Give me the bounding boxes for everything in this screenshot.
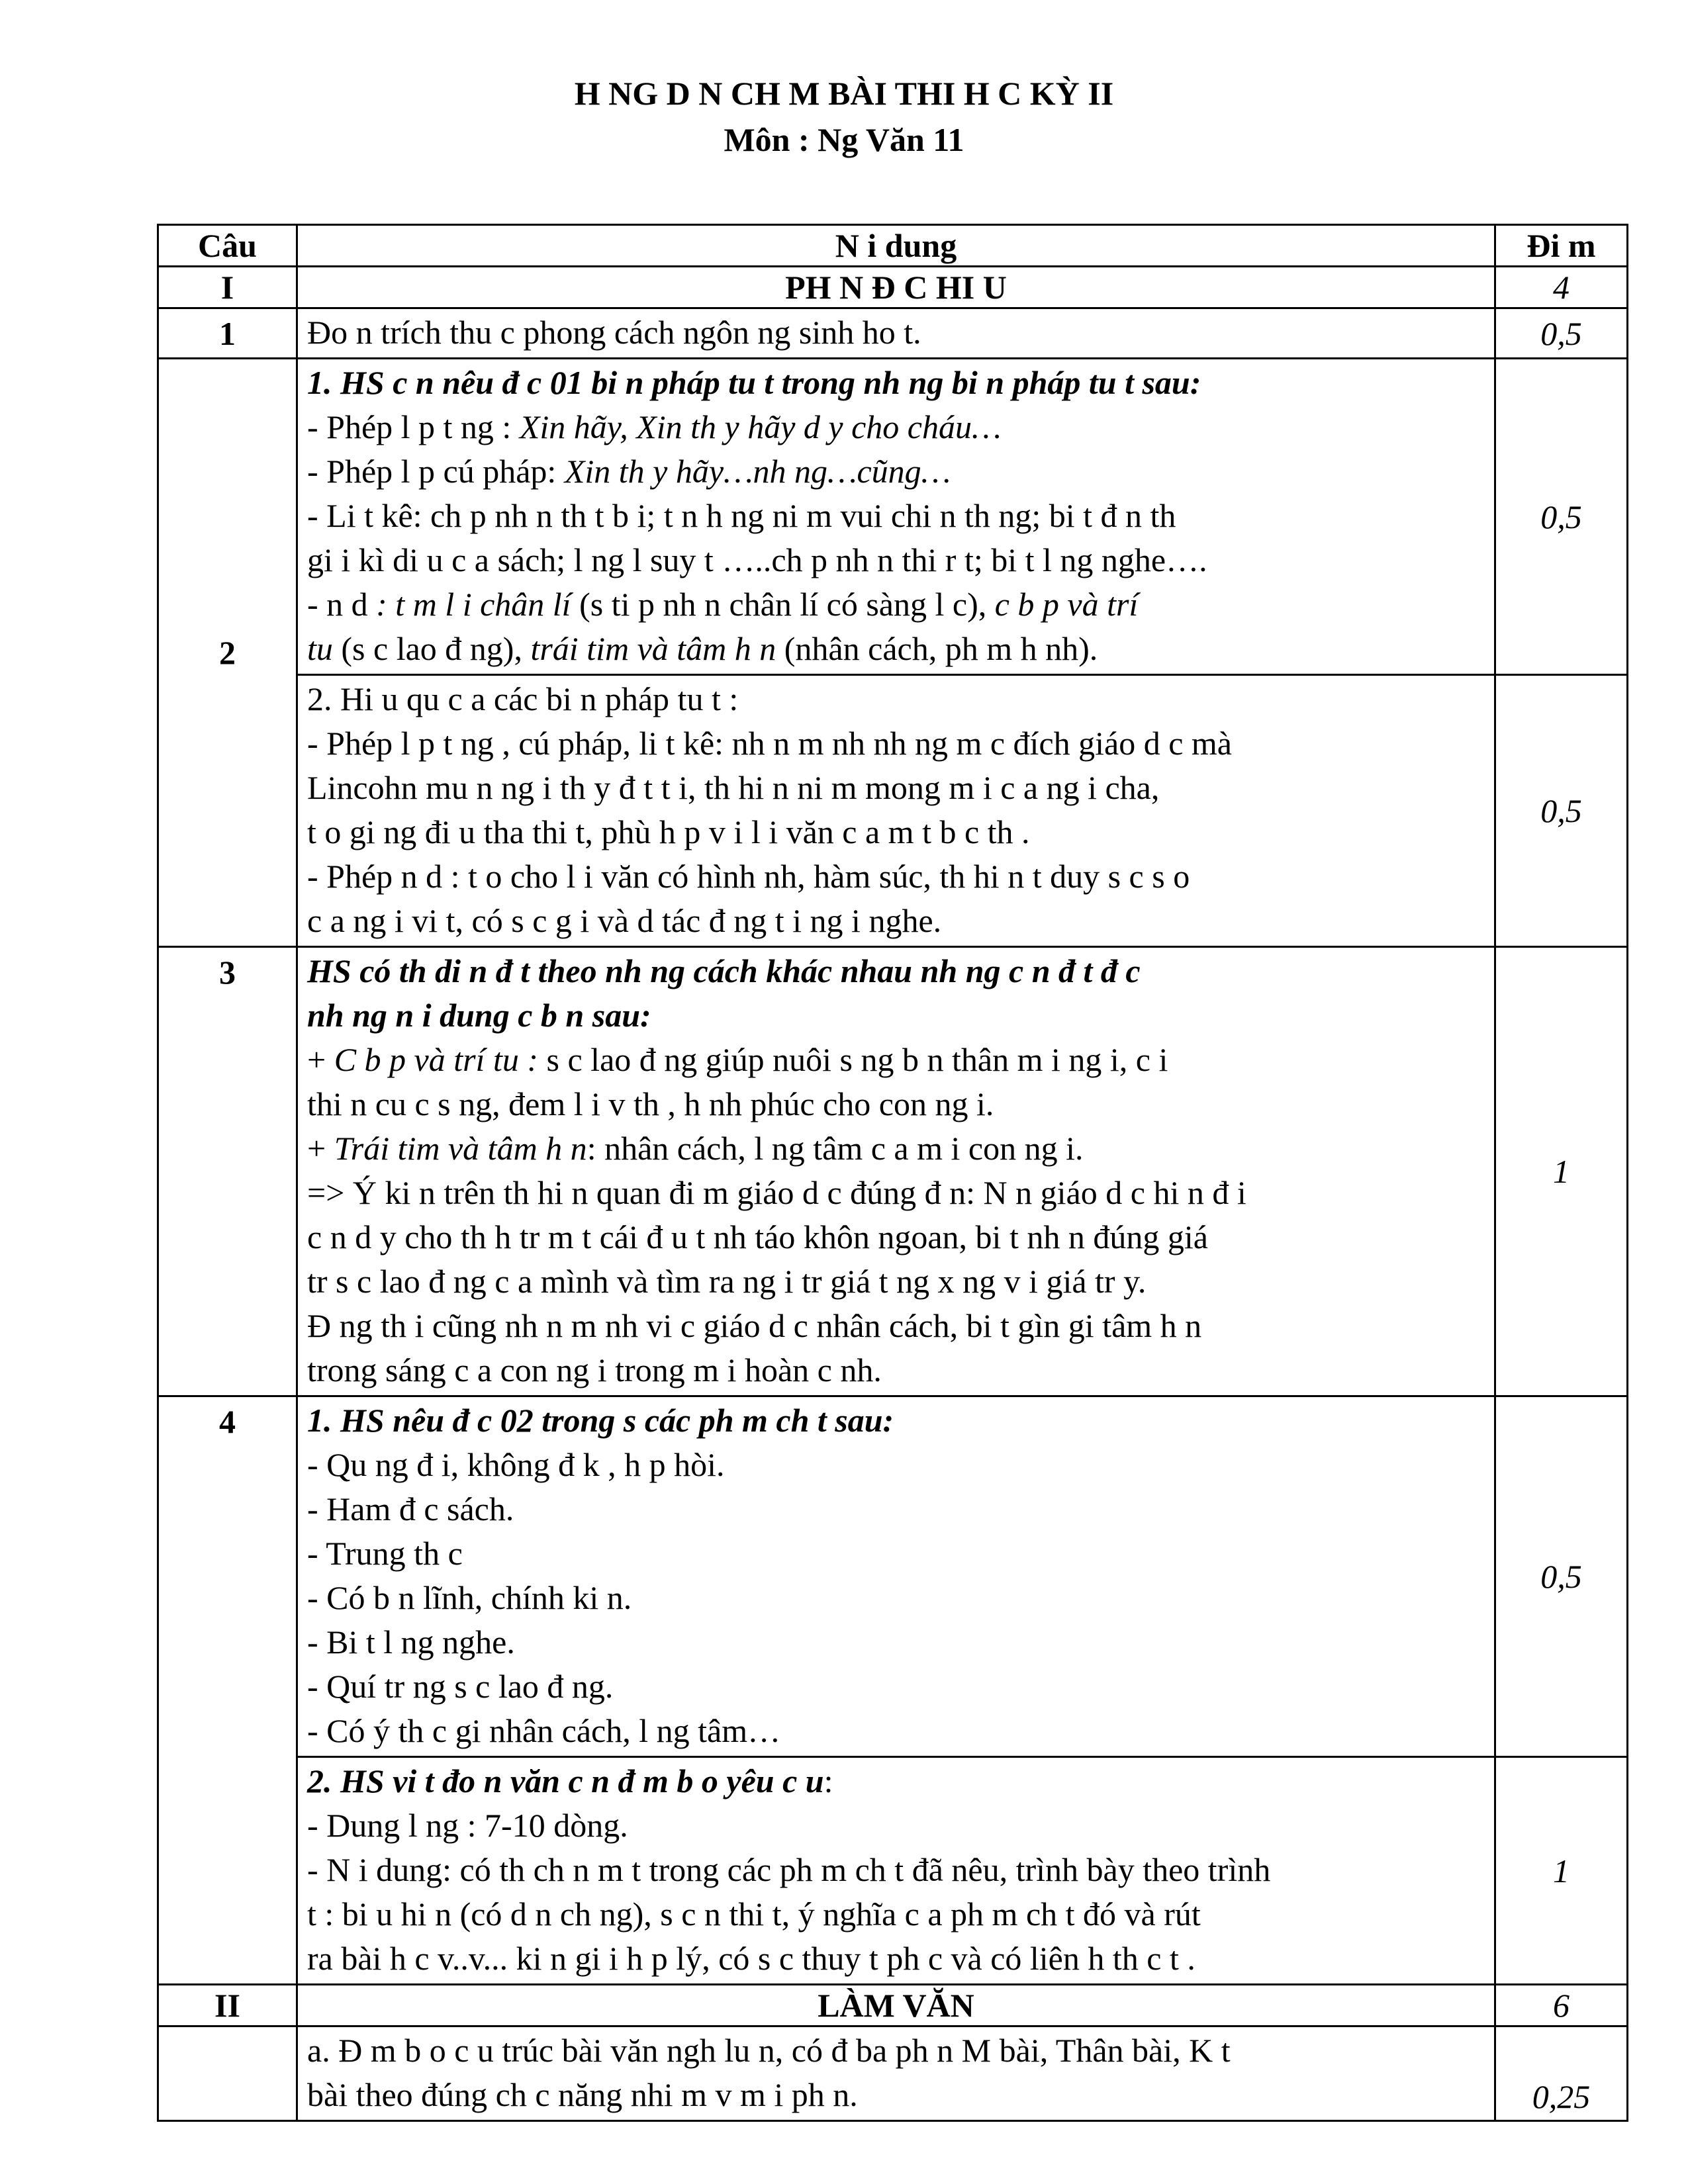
score: 1 xyxy=(1495,1757,1628,1985)
answer-content xyxy=(297,947,1495,1396)
answer-line: - Phép l p t ng , cú pháp, li t kê: nh n m nh nh ng m c đích giáo d c mà xyxy=(307,725,1232,762)
section-title: PH N Đ C HI U xyxy=(297,267,1495,308)
table-row-q1 xyxy=(158,308,1628,359)
header-noidung: N i dung xyxy=(297,225,1495,267)
answer-content xyxy=(297,359,1495,675)
score: 0,5 xyxy=(1495,308,1628,359)
section-score: 6 xyxy=(1495,1985,1628,2026)
answer-line: - Phép n d : t o cho l i văn có hình nh, hàm súc, th hi n t duy s c s o xyxy=(307,858,1190,895)
answer-line: thi n cu c s ng, đem l i v th , h nh phúc cho con ng i. xyxy=(307,1085,994,1122)
question-number: 1 xyxy=(158,308,297,359)
answer-line: trong sáng c a con ng i trong m i hoàn c nh. xyxy=(307,1351,882,1388)
answer-content xyxy=(297,308,1495,359)
answer-line: - Có b n lĩnh, chính ki n. xyxy=(307,1579,632,1616)
answer-line: - Ham đ c sách. xyxy=(307,1490,514,1527)
table-row-q2a xyxy=(158,359,1628,675)
answer-line: a. Đ m b o c u trúc bài văn ngh lu n, có đ ba ph n M bài, Thân bài, K t xyxy=(307,2032,1231,2069)
grading-table xyxy=(157,224,1628,2122)
answer-line: tr s c lao đ ng c a mình và tìm ra ng i tr giá t ng x ng v i giá tr y. xyxy=(307,1263,1147,1300)
answer-line: 1. HS nêu đ c 02 trong s các ph m ch t sau: xyxy=(307,1402,894,1439)
answer-content xyxy=(297,675,1495,947)
answer-line: - Li t kê: ch p nh n th t b i; t n h ng ni m vui chi n th ng; bi t đ n th xyxy=(307,497,1176,534)
section-title: LÀM VĂN xyxy=(297,1985,1495,2026)
score: 0,25 xyxy=(1495,2026,1628,2121)
question-number: 3 xyxy=(158,947,297,1396)
section-row-I xyxy=(158,267,1628,308)
table-header-row xyxy=(158,225,1628,267)
answer-line: gi i kì di u c a sách; l ng l suy t …..ch p nh n thi r t; bi t l ng nghe…. xyxy=(307,541,1207,578)
answer-line: 1. HS c n nêu đ c 01 bi n pháp tu t trong nh ng bi n pháp tu t sau: xyxy=(307,364,1201,401)
answer-line: ra bài h c v..v... ki n gi i h p lý, có s c thuy t ph c và có liên h th c t . xyxy=(307,1940,1196,1977)
answer-line: + C b p và trí tu : s c lao đ ng giúp nuôi s ng b n thân m i ng i, c i xyxy=(307,1041,1168,1078)
answer-line: Lincohn mu n ng i th y đ t t i, th hi n ni m mong m i c a ng i cha, xyxy=(307,769,1160,806)
answer-line: - Quí tr ng s c lao đ ng. xyxy=(307,1668,614,1705)
answer-line: nh ng n i dung c b n sau: xyxy=(307,997,651,1034)
table-row-q4b xyxy=(158,1757,1628,1985)
answer-line: - Phép l p t ng : Xin hãy, Xin th y hãy d y cho cháu… xyxy=(307,408,1002,445)
answer-content xyxy=(297,2026,1495,2121)
answer-line: + Trái tim và tâm h n: nhân cách, l ng tâm c a m i con ng i. xyxy=(307,1130,1084,1167)
section-score: 4 xyxy=(1495,267,1628,308)
header-cau: Câu xyxy=(158,225,297,267)
answer-line: bài theo đúng ch c năng nhi m v m i ph n. xyxy=(307,2076,858,2113)
answer-content xyxy=(297,1396,1495,1757)
question-number: 4 xyxy=(158,1396,297,1985)
table-row-essay-a xyxy=(158,2026,1628,2121)
answer-line: 2. HS vi t đo n văn c n đ m b o yêu c u: xyxy=(307,1762,833,1799)
score: 0,5 xyxy=(1495,359,1628,675)
section-row-II xyxy=(158,1985,1628,2026)
table-row-q4a xyxy=(158,1396,1628,1757)
answer-line: - Dung l ng : 7-10 dòng. xyxy=(307,1807,628,1844)
answer-content xyxy=(297,1757,1495,1985)
table-row-q3 xyxy=(158,947,1628,1396)
question-number: 2 xyxy=(158,359,297,947)
answer-line: HS có th di n đ t theo nh ng cách khác nhau nh ng c n đ t đ c xyxy=(307,952,1141,989)
page-title: H NG D N CH M BÀI THI H C KỲ II xyxy=(574,75,1114,112)
empty-cell xyxy=(158,2026,297,2121)
table-row-q2b xyxy=(158,675,1628,947)
score: 1 xyxy=(1495,947,1628,1396)
answer-line: - N i dung: có th ch n m t trong các ph m ch t đã nêu, trình bày theo trình xyxy=(307,1851,1271,1888)
answer-line: - Phép l p cú pháp: Xin th y hãy…nh ng…cũng… xyxy=(307,453,951,490)
answer-line: c a ng i vi t, có s c g i và d tác đ ng t i ng i nghe. xyxy=(307,902,942,939)
answer-line: 2. Hi u qu c a các bi n pháp tu t : xyxy=(307,680,739,717)
subject-subtitle: Môn : Ng Văn 11 xyxy=(724,121,964,158)
section-number: II xyxy=(158,1985,297,2026)
header-diem: Đi m xyxy=(1495,225,1628,267)
answer-line: => Ý ki n trên th hi n quan đi m giáo d c đúng đ n: N n giáo d c hi n đ i xyxy=(307,1174,1246,1211)
answer-line: t : bi u hi n (có d n ch ng), s c n thi t, ý nghĩa c a ph m ch t đó và rút xyxy=(307,1895,1201,1933)
answer-line: c n d y cho th h tr m t cái đ u t nh táo khôn ngoan, bi t nh n đúng giá xyxy=(307,1218,1208,1255)
answer-line: t o gi ng đi u tha thi t, phù h p v i l i văn c a m t b c th . xyxy=(307,813,1030,850)
answer-line: tu (s c lao đ ng), trái tim và tâm h n (nhân cách, ph m h nh). xyxy=(307,630,1098,667)
answer-line: - Bi t l ng nghe. xyxy=(307,1623,515,1661)
answer-line: - Qu ng đ i, không đ k , h p hòi. xyxy=(307,1446,725,1483)
score: 0,5 xyxy=(1495,675,1628,947)
answer-line: - n d : t m l i chân lí (s ti p nh n chân lí có sàng l c), c b p và trí xyxy=(307,586,1139,623)
section-number: I xyxy=(158,267,297,308)
score: 0,5 xyxy=(1495,1396,1628,1757)
answer-line: - Có ý th c gi nhân cách, l ng tâm… xyxy=(307,1712,781,1749)
answer-line: Đ ng th i cũng nh n m nh vi c giáo d c nhân cách, bi t gìn gi tâm h n xyxy=(307,1307,1202,1344)
answer-line: - Trung th c xyxy=(307,1535,463,1572)
answer-line: Đo n trích thu c phong cách ngôn ng sinh ho t. xyxy=(307,314,921,351)
